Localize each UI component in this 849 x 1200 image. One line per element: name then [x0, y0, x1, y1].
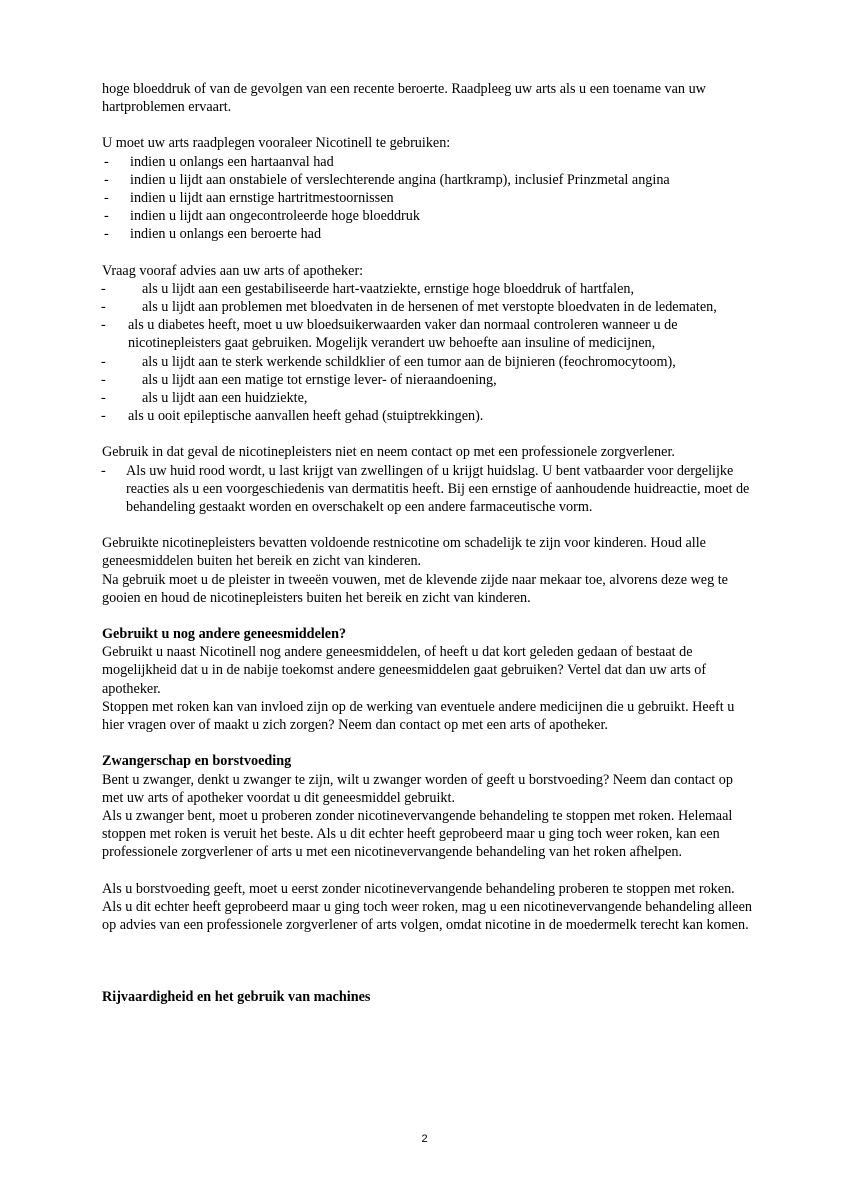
paragraph: Als u borstvoeding geeft, moet u eerst zonder nicotinevervangende behandeling proberen te stoppen met roken. Als u dit echter heeft geprobeerd maar u ging toch weer roken, mag u een nicotinevervangende behandeling alleen op advies van een professionele zorgverlener of arts volgen, omdat nicotine in de moedermelk terecht kan komen. — [102, 880, 752, 933]
list-item: - als u diabetes heeft, moet u uw bloedsuikerwaarden vaker dan normaal controleren wanneer u de nicotinepleisters gaat gebruiken. Mogelijk verandert uw behoefte aan insuline of medicijnen, — [102, 316, 752, 352]
list-item: - als u lijdt aan een gestabiliseerde hart-vaatziekte, ernstige hoge bloeddruk of hartfalen, — [102, 280, 752, 298]
list-item: - indien u lijdt aan onstabiele of verslechterende angina (hartkramp), inclusief Prinzmetal angina — [102, 171, 752, 189]
page-number: 2 — [421, 1133, 428, 1145]
skin-reaction-list — [102, 462, 752, 517]
paragraph: Vraag vooraf advies aan uw arts of apotheker: — [102, 262, 364, 279]
document-body — [102, 80, 752, 1006]
list-item: - als u lijdt aan te sterk werkende schildklier of een tumor aan de bijnieren (feochromocytoom), — [102, 353, 752, 371]
paragraph: Gebruik in dat geval de nicotinepleisters niet en neem contact op met een professionele zorgverlener. — [102, 444, 675, 461]
list-item: - als u lijdt aan een matige tot ernstige lever- of nieraandoening, — [102, 371, 752, 389]
paragraph: Gebruikt u naast Nicotinell nog andere geneesmiddelen, of heeft u dat kort geleden gedaan of bestaat de mogelijkheid dat u in de nabije toekomst andere geneesmiddelen gaat gebruiken? Vertel dat dan uw arts of apotheker. — [102, 644, 707, 697]
list-item: - als u ooit epileptische aanvallen heeft gehad (stuiptrekkingen). — [102, 407, 752, 425]
list-item: - indien u lijdt aan ongecontroleerde hoge bloeddruk — [102, 207, 752, 225]
list-item: - indien u onlangs een beroerte had — [102, 225, 752, 243]
list-item: - indien u onlangs een hartaanval had — [102, 153, 752, 171]
section-heading: Gebruikt u nog andere geneesmiddelen? — [102, 626, 347, 643]
list-item: - indien u lijdt aan ernstige hartritmestoornissen — [102, 189, 752, 207]
paragraph: U moet uw arts raadplegen vooraleer Nicotinell te gebruiken: — [102, 135, 451, 152]
paragraph: hoge bloeddruk of van de gevolgen van een recente beroerte. Raadpleeg uw arts als u een toename van uw hartproblemen ervaart. — [102, 81, 706, 116]
list-item: - als u lijdt aan een huidziekte, — [102, 389, 752, 407]
list-item: - als u lijdt aan problemen met bloedvaten in de hersenen of met verstopte bloedvaten in de ledematen, — [102, 298, 752, 316]
advice-list — [102, 280, 752, 426]
paragraph: Bent u zwanger, denkt u zwanger te zijn, wilt u zwanger worden of geeft u borstvoeding? Neem dan contact op met uw arts of apotheker voordat u dit geneesmiddel gebruikt. — [102, 771, 733, 806]
paragraph: Na gebruik moet u de pleister in tweeën vouwen, met de klevende zijde naar mekaar toe, alvorens deze weg te gooien en houd de nicotinepleisters buiten het bereik en zicht van kinderen. — [102, 571, 728, 606]
section-heading: Zwangerschap en borstvoeding — [102, 753, 292, 770]
section-heading: Rijvaardigheid en het gebruik van machines — [102, 989, 371, 1006]
paragraph: Stoppen met roken kan van invloed zijn op de werking van eventuele andere medicijnen die u gebruikt. Heeft u hier vragen over of maakt u zich zorgen? Neem dan contact op met een arts of apotheker. — [102, 698, 735, 734]
list-item: - Als uw huid rood wordt, u last krijgt van zwellingen of u krijgt huidslag. U bent vatbaarder voor dergelijke reacties als u een voorgeschiedenis van dermatitis heeft. Bij een ernstige of aanhoudende huidreactie, moet de behandeling gestaakt worden en overschakelt op een andere farmaceutische vorm. — [102, 462, 752, 517]
contraindication-list — [102, 153, 752, 244]
paragraph: Gebruikte nicotinepleisters bevatten voldoende restnicotine om schadelijk te zijn voor kinderen. Houd alle geneesmiddelen buiten het bereik en zicht van kinderen. — [102, 535, 706, 570]
paragraph: Als u zwanger bent, moet u proberen zonder nicotinevervangende behandeling te stoppen met roken. Helemaal stoppen met roken is veruit het beste. Als u dit echter heeft geprobeerd maar u ging toch weer roken, kan een professionele zorgverlener of arts u met een nicotinevervangende behandeling van het roken afhelpen. — [102, 807, 733, 861]
